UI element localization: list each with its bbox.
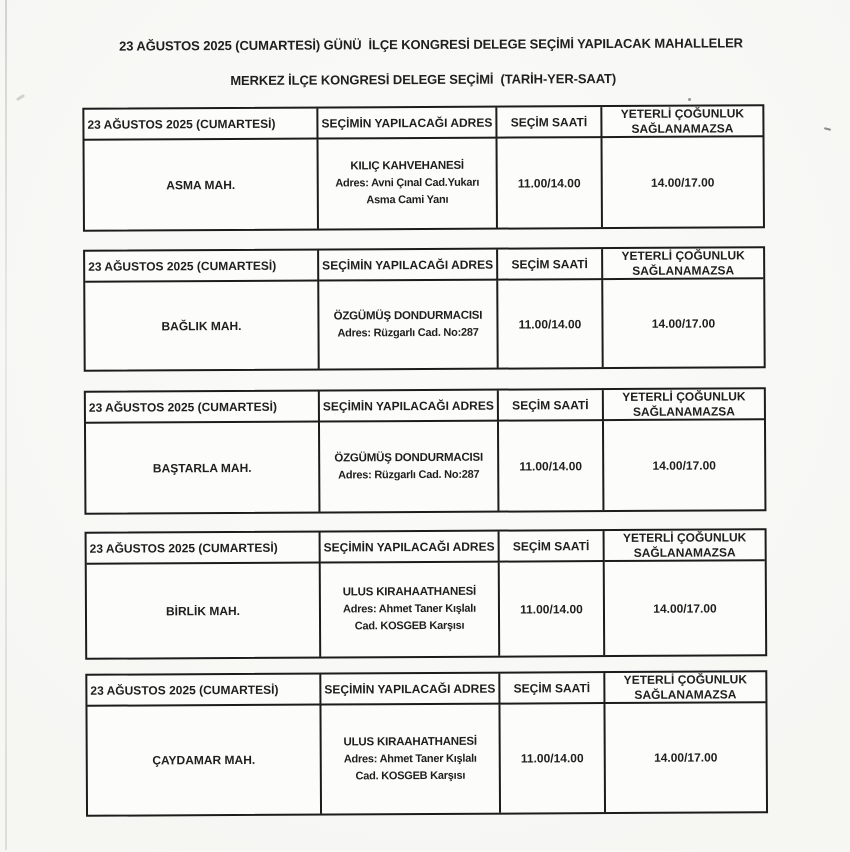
- cell-venue: [319, 281, 498, 369]
- cell-venue: [321, 705, 501, 814]
- tables-container: [82, 104, 850, 817]
- cell-venue: [319, 139, 498, 229]
- cell-election-time: 11.00/14.00: [500, 562, 605, 656]
- cell-election-time: 11.00/14.00: [500, 704, 606, 813]
- cell-fallback-time: 14.00/17.00: [650, 174, 715, 190]
- header-cell-time: SEÇİM SAATİ: [497, 107, 602, 139]
- title-block: [0, 35, 848, 89]
- header-cell-date: 23 AĞUSTOS 2025 (CUMARTESİ): [85, 251, 319, 283]
- cell-election-time: 11.00/14.00: [498, 138, 603, 228]
- cell-election-time: 11.00/14.00: [498, 280, 603, 368]
- header-cell-time: SEÇİM SAATİ: [500, 531, 605, 563]
- header-cell-date: 23 AĞUSTOS 2025 (CUMARTESİ): [84, 109, 318, 141]
- header-cell-time: SEÇİM SAATİ: [498, 249, 603, 281]
- header-cell-quorum: YETERLİ ÇOĞUNLUK SAĞLANAMAZSA: [605, 530, 765, 562]
- cell-venue: [320, 422, 499, 512]
- election-table-baglik: [83, 246, 766, 372]
- cell-neighborhood: ÇAYDAMAR MAH.: [87, 706, 322, 815]
- header-cell-date: 23 AĞUSTOS 2025 (CUMARTESİ): [87, 675, 321, 707]
- venue-name: KILIÇ KAHVEHANESİ: [350, 159, 464, 173]
- election-table-birlik: [85, 528, 768, 660]
- header-cell-date: 23 AĞUSTOS 2025 (CUMARTESİ): [86, 392, 320, 424]
- header-cell-address: SEÇİMİN YAPILACAĞI ADRES: [321, 674, 500, 706]
- venue-address: Adres: Ahmet Taner Kışlalı Cad. KOSGEB Karşısı: [342, 602, 476, 633]
- cell-fallback-time: 14.00/17.00: [651, 315, 716, 331]
- venue-address: Adres: Rüzgarlı Cad. No:287: [338, 468, 480, 481]
- cell-neighborhood: BAĞLIK MAH.: [85, 282, 319, 370]
- header-cell-address: SEÇİMİN YAPILACAĞI ADRES: [320, 391, 499, 423]
- cell-neighborhood: ASMA MAH.: [85, 140, 319, 230]
- venue-name: ÖZGÜMÜŞ DONDURMACISI: [334, 451, 484, 464]
- cell-fallback-time: 14.00/17.00: [654, 750, 718, 765]
- cell-neighborhood: BAŞTARLA MAH.: [86, 423, 320, 513]
- cell-election-time: 11.00/14.00: [499, 421, 604, 511]
- election-table-caydamar: [85, 670, 768, 817]
- header-cell-date: 23 AĞUSTOS 2025 (CUMARTESİ): [87, 533, 321, 565]
- venue-address: Adres: Avni Çınal Cad.Yukarı Asma Cami Yanı: [335, 176, 480, 207]
- page-title: 23 AĞUSTOS 2025 (CUMARTESİ) GÜNÜ İLÇE KONGRESİ DELEGE SEÇİMİ YAPILACAK MAHALLELER: [119, 35, 743, 54]
- header-cell-address: SEÇİMİN YAPILACAĞI ADRES: [319, 250, 498, 282]
- header-cell-quorum: YETERLİ ÇOĞUNLUK SAĞLANAMAZSA: [604, 389, 764, 421]
- cell-fallback-time: 14.00/17.00: [652, 457, 716, 473]
- venue-address: Adres: Rüzgarlı Cad. No:287: [337, 326, 479, 339]
- header-cell-quorum: YETERLİ ÇOĞUNLUK SAĞLANAMAZSA: [602, 106, 762, 138]
- header-cell-quorum: YETERLİ ÇOĞUNLUK SAĞLANAMAZSA: [603, 248, 763, 280]
- page-subtitle: MERKEZ İLÇE KONGRESİ DELEGE SEÇİMİ (TARİH-YER-SAAT): [230, 70, 617, 89]
- header-cell-address: SEÇİMİN YAPILACAĞI ADRES: [321, 532, 500, 564]
- election-table-asma: [82, 104, 765, 232]
- venue-name: ULUS KIRAHAATHANESİ: [342, 585, 477, 599]
- header-cell-quorum: YETERLİ ÇOĞUNLUK SAĞLANAMAZSA: [605, 672, 765, 704]
- header-cell-time: SEÇİM SAATİ: [499, 390, 604, 422]
- cell-neighborhood: BİRLİK MAH.: [87, 564, 321, 658]
- header-cell-address: SEÇİMİN YAPILACAĞI ADRES: [318, 108, 497, 140]
- venue-name: ULUS KIRAAHATHANESİ: [343, 735, 477, 748]
- header-cell-time: SEÇİM SAATİ: [500, 673, 605, 705]
- cell-fallback-time: 14.00/17.00: [653, 600, 717, 616]
- venue-name: ÖZGÜMÜŞ DONDURMACISI: [333, 309, 483, 322]
- election-table-bastarla: [84, 387, 767, 515]
- venue-address: Adres: Ahmet Taner Kışlalı Cad. KOSGEB Karşısı: [343, 752, 477, 782]
- cell-venue: [321, 563, 500, 657]
